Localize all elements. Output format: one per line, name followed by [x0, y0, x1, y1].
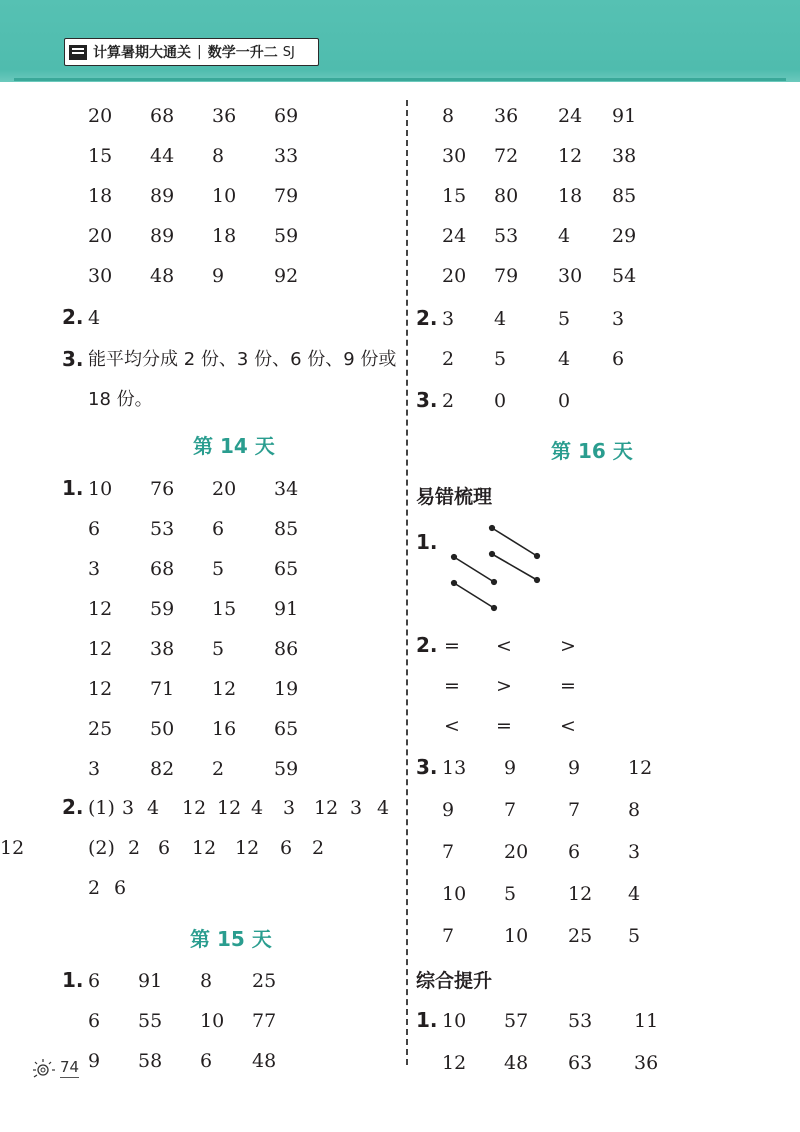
section-error-review: 易错梳理 — [416, 486, 493, 508]
left-top-cell: 15 — [88, 145, 113, 167]
d16-q3-cell: 3 — [628, 841, 641, 863]
day15-q1-cell: 91 — [138, 970, 163, 992]
day14-q1-cell: 20 — [212, 478, 237, 500]
day14-q1-cell: 10 — [88, 478, 113, 500]
day14-q1-cell: 25 — [88, 718, 113, 740]
left-top-cell: 59 — [274, 225, 299, 247]
day14-q2-line1-cell: 4 — [147, 797, 160, 819]
left-top-cell: 33 — [274, 145, 299, 167]
left-top-cell: 79 — [274, 185, 299, 207]
day14-q2-line2-cell: 2 — [312, 837, 325, 859]
day15-q1-number: 1. — [62, 968, 84, 992]
day14-q1-cell: 59 — [150, 598, 175, 620]
right-q2-cell: 3 — [612, 308, 625, 330]
right-top-cell: 85 — [612, 185, 637, 207]
day14-q1-cell: 6 — [212, 518, 225, 540]
day14-q1-cell: 16 — [212, 718, 237, 740]
right-top-cell: 12 — [558, 145, 583, 167]
day14-title: 第 14 天 — [193, 434, 275, 458]
right-top-cell: 24 — [558, 105, 583, 127]
day14-q1-cell: 12 — [212, 678, 237, 700]
day15-q1-cell: 9 — [88, 1050, 101, 1072]
right-top-cell: 30 — [558, 265, 583, 287]
day14-q1-cell: 15 — [212, 598, 237, 620]
d16-q1-number: 1. — [416, 530, 438, 554]
day14-q2-line1-cell: 4 — [377, 797, 390, 819]
d16-q3-cell: 4 — [628, 883, 641, 905]
right-top-cell: 29 — [612, 225, 637, 247]
right-top-cell: 38 — [612, 145, 637, 167]
r-q2-number: 2. — [416, 306, 438, 330]
day14-q2-line2-cell: 6 — [280, 837, 293, 859]
day14-q2-line2-cell: 12 — [0, 837, 25, 859]
right-top-cell: 15 — [442, 185, 467, 207]
left-top-cell: 20 — [88, 225, 113, 247]
d16-q3-cell: 8 — [628, 799, 641, 821]
book-icon — [69, 45, 87, 60]
day15-q1-cell: 77 — [252, 1010, 277, 1032]
left-top-cell: 30 — [88, 265, 113, 287]
d16-q3-cell: 10 — [442, 883, 467, 905]
left-top-cell: 69 — [274, 105, 299, 127]
day14-q1-cell: 65 — [274, 718, 299, 740]
day15-q1-cell: 6 — [88, 970, 101, 992]
right-q2-cell: 5 — [558, 308, 571, 330]
day14-q2-line1-cell: 12 — [314, 797, 339, 819]
d16-q3-cell: 5 — [504, 883, 517, 905]
q2-number: 2. — [62, 305, 84, 329]
d16-q3-cell: 9 — [504, 757, 517, 779]
q3-answer-line1: 能平均分成 2 份、3 份、6 份、9 份或 — [88, 349, 397, 370]
right-top-cell: 54 — [612, 265, 637, 287]
book-title: 计算暑期大通关 — [93, 45, 191, 61]
book-edition: SJ — [282, 44, 295, 60]
day14-q1-cell: 68 — [150, 558, 175, 580]
s2-q1-cell: 63 — [568, 1052, 593, 1074]
d16-q2-number: 2. — [416, 633, 438, 657]
day15-q1-cell: 6 — [88, 1010, 101, 1032]
left-top-cell: 36 — [212, 105, 237, 127]
book-title-box — [64, 38, 319, 66]
right-top-cell: 79 — [494, 265, 519, 287]
left-top-cell: 48 — [150, 265, 175, 287]
column-divider — [406, 100, 408, 1065]
d16-q2-cell: > — [560, 635, 576, 657]
s2-q1-cell: 36 — [634, 1052, 659, 1074]
book-subject: 数学一升二 — [207, 45, 278, 61]
page-footer — [30, 1057, 79, 1079]
day15-q1-cell: 10 — [200, 1010, 225, 1032]
day14-q2-line1-cell: 12 — [217, 797, 242, 819]
day14-q1-cell: 3 — [88, 558, 101, 580]
right-q2-cell: 2 — [442, 348, 455, 370]
day14-q1-cell: 12 — [88, 678, 113, 700]
day16-title: 第 16 天 — [551, 439, 633, 463]
day14-q1-cell: 12 — [88, 598, 113, 620]
day14-q2-line2-cell: 6 — [158, 837, 171, 859]
day14-q2-line2-cell: 12 — [235, 837, 260, 859]
day14-q1-cell: 38 — [150, 638, 175, 660]
right-top-cell: 30 — [442, 145, 467, 167]
d16-q3-number: 3. — [416, 755, 438, 779]
r-q3-number: 3. — [416, 388, 438, 412]
section-comprehensive: 综合提升 — [416, 970, 493, 992]
d16-q3-cell: 12 — [568, 883, 593, 905]
d16-q3-cell: 7 — [568, 799, 581, 821]
header-strip — [14, 78, 786, 81]
d16-q3-cell: 25 — [568, 925, 593, 947]
right-top-cell: 53 — [494, 225, 519, 247]
left-top-cell: 89 — [150, 225, 175, 247]
left-top-cell: 20 — [88, 105, 113, 127]
s2-q1-cell: 57 — [504, 1010, 529, 1032]
left-top-cell: 89 — [150, 185, 175, 207]
day14-q2-line1-cell: 4 — [251, 797, 264, 819]
d16-q3-cell: 9 — [442, 799, 455, 821]
d16-q3-cell: 5 — [628, 925, 641, 947]
day14-q1-cell: 91 — [274, 598, 299, 620]
day14-q2-line2-cell: 2 — [128, 837, 141, 859]
left-top-cell: 92 — [274, 265, 299, 287]
q3-number: 3. — [62, 347, 84, 371]
day14-q1-cell: 34 — [274, 478, 299, 500]
right-q3-cell: 2 — [442, 390, 455, 412]
d16-q2-cell: = — [496, 715, 512, 737]
day14-q1-cell: 5 — [212, 558, 225, 580]
right-q2-cell: 4 — [558, 348, 571, 370]
sun-icon — [30, 1057, 56, 1079]
day14-q2-line1-cell: 12 — [182, 797, 207, 819]
day14-q1-cell: 59 — [274, 758, 299, 780]
day14-q1-cell: 50 — [150, 718, 175, 740]
day14-q2-number: 2. — [62, 795, 84, 819]
day15-title: 第 15 天 — [190, 927, 272, 951]
s2-q1-cell: 53 — [568, 1010, 593, 1032]
d16-q2-cell: = — [444, 635, 460, 657]
d16-q3-cell: 7 — [442, 841, 455, 863]
d16-q2-cell: > — [496, 675, 512, 697]
match-line-2 — [492, 554, 537, 580]
day14-q1-cell: 12 — [88, 638, 113, 660]
match-line-4 — [454, 583, 494, 608]
page-number: 74 — [60, 1058, 80, 1076]
right-top-cell: 18 — [558, 185, 583, 207]
d16-q3-cell: 9 — [568, 757, 581, 779]
day14-q2-line1-cell: 3 — [122, 797, 135, 819]
day14-q2-line1-cell: 3 — [283, 797, 296, 819]
day14-q2-line1-cell: (1) — [88, 797, 115, 819]
right-top-cell: 24 — [442, 225, 467, 247]
day14-q1-cell: 85 — [274, 518, 299, 540]
right-q2-cell: 5 — [494, 348, 507, 370]
d16-q3-cell: 20 — [504, 841, 529, 863]
day14-q1-cell: 6 — [88, 518, 101, 540]
d16-q2-cell: < — [444, 715, 460, 737]
d16-q3-cell: 7 — [504, 799, 517, 821]
right-q3-cell: 0 — [494, 390, 507, 412]
matching-lines-diagram — [440, 520, 550, 620]
day14-q1-cell: 2 — [212, 758, 225, 780]
day14-q1-cell: 19 — [274, 678, 299, 700]
d16-q2-cell: < — [496, 635, 512, 657]
s2-q1-number: 1. — [416, 1008, 438, 1032]
day14-q1-cell: 3 — [88, 758, 101, 780]
day14-q2-line1-cell: 3 — [350, 797, 363, 819]
day14-q2-line3-cell: 2 — [88, 877, 101, 899]
d16-q3-cell: 7 — [442, 925, 455, 947]
q3-answer-line2: 18 份。 — [88, 389, 153, 410]
day14-q1-cell: 5 — [212, 638, 225, 660]
left-top-cell: 68 — [150, 105, 175, 127]
right-top-cell: 80 — [494, 185, 519, 207]
day14-q2-line3-cell: 6 — [114, 877, 127, 899]
day14-q1-cell: 86 — [274, 638, 299, 660]
day15-q1-cell: 8 — [200, 970, 213, 992]
day14-q1-cell: 76 — [150, 478, 175, 500]
left-top-cell: 18 — [212, 225, 237, 247]
day15-q1-cell: 58 — [138, 1050, 163, 1072]
day14-q1-cell: 53 — [150, 518, 175, 540]
d16-q3-cell: 10 — [504, 925, 529, 947]
left-top-cell: 44 — [150, 145, 175, 167]
d16-q3-cell: 12 — [628, 757, 653, 779]
d16-q3-cell: 6 — [568, 841, 581, 863]
day14-q2-line2-cell: (2) — [88, 837, 115, 859]
left-top-cell: 8 — [212, 145, 225, 167]
left-top-cell: 10 — [212, 185, 237, 207]
day14-q1-number: 1. — [62, 476, 84, 500]
right-top-cell: 8 — [442, 105, 455, 127]
s2-q1-cell: 48 — [504, 1052, 529, 1074]
day14-q2-line2-cell: 12 — [192, 837, 217, 859]
day15-q1-cell: 6 — [200, 1050, 213, 1072]
right-q2-cell: 3 — [442, 308, 455, 330]
right-q2-cell: 4 — [494, 308, 507, 330]
match-line-1 — [492, 528, 537, 556]
right-top-cell: 20 — [442, 265, 467, 287]
q2-answer: 4 — [88, 307, 101, 329]
d16-q2-cell: < — [560, 715, 576, 737]
day15-q1-cell: 48 — [252, 1050, 277, 1072]
right-q3-cell: 0 — [558, 390, 571, 412]
day14-q1-cell: 71 — [150, 678, 175, 700]
d16-q2-cell: = — [560, 675, 576, 697]
day15-q1-cell: 55 — [138, 1010, 163, 1032]
left-top-cell: 9 — [212, 265, 225, 287]
d16-q3-cell: 13 — [442, 757, 467, 779]
day15-q1-cell: 25 — [252, 970, 277, 992]
right-top-cell: 4 — [558, 225, 571, 247]
right-top-cell: 36 — [494, 105, 519, 127]
day14-q1-cell: 82 — [150, 758, 175, 780]
right-q2-cell: 6 — [612, 348, 625, 370]
day14-q1-cell: 65 — [274, 558, 299, 580]
title-separator: | — [197, 44, 202, 60]
d16-q2-cell: = — [444, 675, 460, 697]
s2-q1-cell: 12 — [442, 1052, 467, 1074]
s2-q1-cell: 10 — [442, 1010, 467, 1032]
right-top-cell: 72 — [494, 145, 519, 167]
s2-q1-cell: 11 — [634, 1010, 659, 1032]
right-top-cell: 91 — [612, 105, 637, 127]
match-line-3 — [454, 557, 494, 582]
left-top-cell: 18 — [88, 185, 113, 207]
